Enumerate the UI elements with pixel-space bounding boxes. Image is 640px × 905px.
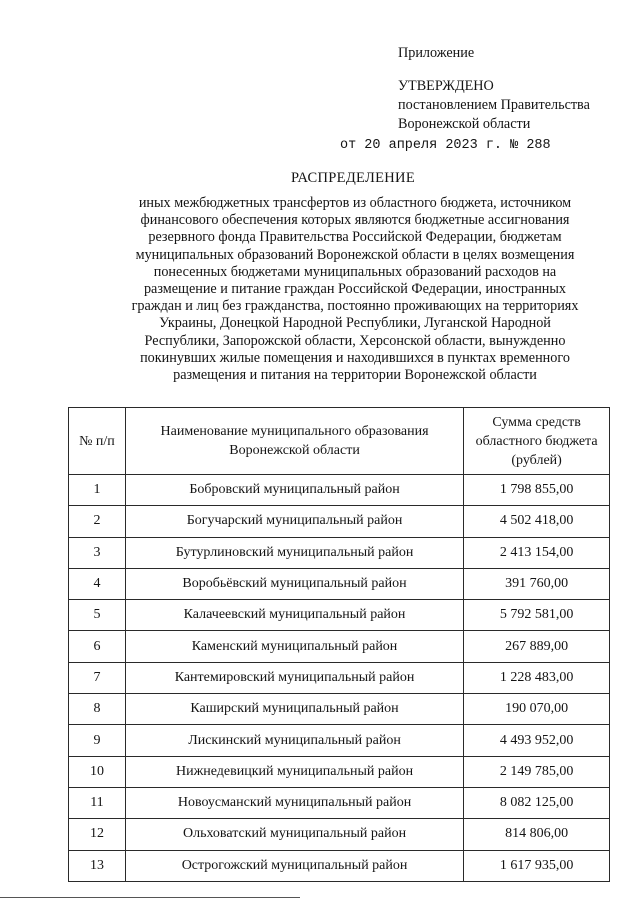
header-amount-line-3: (рублей) — [511, 452, 562, 468]
municipality-name: Ольховатский муниципальный район — [125, 819, 463, 850]
header-amount-line-1: Сумма средств — [492, 414, 581, 430]
header-name — [125, 408, 463, 475]
row-number: 5 — [69, 600, 126, 631]
subtitle-line: иных межбюджетных трансфертов из областного бюджета, источником — [138, 195, 572, 211]
amount-value: 4 502 418,00 — [464, 506, 610, 537]
municipality-name: Воробьёвский муниципальный район — [125, 568, 463, 599]
subtitle-line: Украины, Донецкой Народной Республики, Луганской Народной — [159, 315, 551, 332]
municipality-name: Каменский муниципальный район — [125, 631, 463, 662]
municipality-name: Каширский муниципальный район — [125, 694, 463, 725]
approval-block — [398, 44, 590, 134]
header-num: № п/п — [69, 408, 126, 475]
amount-value: 8 082 125,00 — [464, 787, 610, 818]
table-row — [69, 787, 610, 818]
row-number: 4 — [69, 568, 126, 599]
row-number: 11 — [69, 787, 126, 818]
header-name-line-2: Воронежской области — [229, 443, 360, 458]
amount-value: 4 493 952,00 — [464, 725, 610, 756]
amount-value: 190 070,00 — [464, 694, 610, 725]
subtitle-line: граждан и лиц без гражданства, постоянно проживающих на территориях — [131, 298, 579, 315]
row-number: 13 — [69, 850, 126, 881]
municipality-name: Лискинский муниципальный район — [125, 725, 463, 756]
table-row — [69, 506, 610, 537]
header-name-line-1: Наименование муниципального образования — [160, 424, 429, 439]
municipality-name: Новоусманский муниципальный район — [125, 787, 463, 818]
amount-value: 391 760,00 — [464, 568, 610, 599]
table-row — [69, 537, 610, 568]
table-row — [69, 631, 610, 662]
header-amount-line-2: областного бюджета — [475, 433, 598, 449]
amount-value: 267 889,00 — [464, 631, 610, 662]
subtitle-line: понесенных бюджетами муниципальных образований расходов на — [153, 263, 557, 280]
row-number: 6 — [69, 631, 126, 662]
amount-value: 2 413 154,00 — [464, 537, 610, 568]
table-header-row — [69, 408, 610, 475]
row-number: 3 — [69, 537, 126, 568]
table-row — [69, 725, 610, 756]
municipality-name: Острогожский муниципальный район — [125, 850, 463, 881]
amount-value: 1 617 935,00 — [464, 850, 610, 881]
table-row — [69, 756, 610, 787]
table-row — [69, 568, 610, 599]
subtitle-line: резервного фонда Правительства Российской Федерации, бюджетам — [148, 229, 562, 246]
header-amount — [464, 408, 610, 475]
row-number: 1 — [69, 475, 126, 506]
subtitle-line: Республики, Запорожской области, Херсонской области, вынужденно — [144, 332, 566, 349]
row-number: 7 — [69, 662, 126, 693]
table-row — [69, 662, 610, 693]
approved-by-line-2: Воронежской области — [398, 116, 531, 132]
subtitle-line: покинувших жилые помещения и находившихся в пунктах временного — [140, 349, 570, 366]
municipality-name: Калачеевский муниципальный район — [125, 600, 463, 631]
amount-value: 814 806,00 — [464, 819, 610, 850]
amount-value: 1 228 483,00 — [464, 662, 610, 693]
row-number: 2 — [69, 506, 126, 537]
table-row — [69, 694, 610, 725]
subtitle-line: муниципальных образований Воронежской области в целях возмещения — [135, 246, 575, 263]
municipality-name: Богучарский муниципальный район — [125, 506, 463, 537]
row-number: 8 — [69, 694, 126, 725]
municipality-name: Нижнедевицкий муниципальный район — [125, 756, 463, 787]
document-title: РАСПРЕДЕЛЕНИЕ — [291, 170, 415, 186]
table-row — [69, 600, 610, 631]
approved-by-line-1: постановлением Правительства — [398, 97, 590, 113]
subtitle-line: размещение и питание граждан Российской Федерации, иностранных — [143, 281, 567, 298]
table-row — [69, 819, 610, 850]
table-row — [69, 850, 610, 881]
subtitle-line: финансового обеспечения которых являются бюджетные ассигнования — [140, 212, 570, 229]
footnote-divider — [0, 897, 300, 898]
municipality-name: Кантемировский муниципальный район — [125, 662, 463, 693]
subtitle-line: размещения и питания на территории Воронежской области — [173, 367, 537, 384]
approved-label: УТВЕРЖДЕНО — [398, 78, 494, 94]
municipality-name: Бобровский муниципальный район — [125, 475, 463, 506]
table-row — [69, 475, 610, 506]
decree-date-number: от 20 апреля 2023 г. № 288 — [340, 138, 551, 153]
amount-value: 5 792 581,00 — [464, 600, 610, 631]
amount-value: 1 798 855,00 — [464, 475, 610, 506]
row-number: 12 — [69, 819, 126, 850]
distribution-table — [68, 407, 610, 882]
row-number: 9 — [69, 725, 126, 756]
appendix-label: Приложение — [398, 45, 475, 61]
amount-value: 2 149 785,00 — [464, 756, 610, 787]
document-subtitle — [90, 195, 620, 384]
municipality-name: Бутурлиновский муниципальный район — [125, 537, 463, 568]
table-body — [69, 475, 610, 882]
row-number: 10 — [69, 756, 126, 787]
